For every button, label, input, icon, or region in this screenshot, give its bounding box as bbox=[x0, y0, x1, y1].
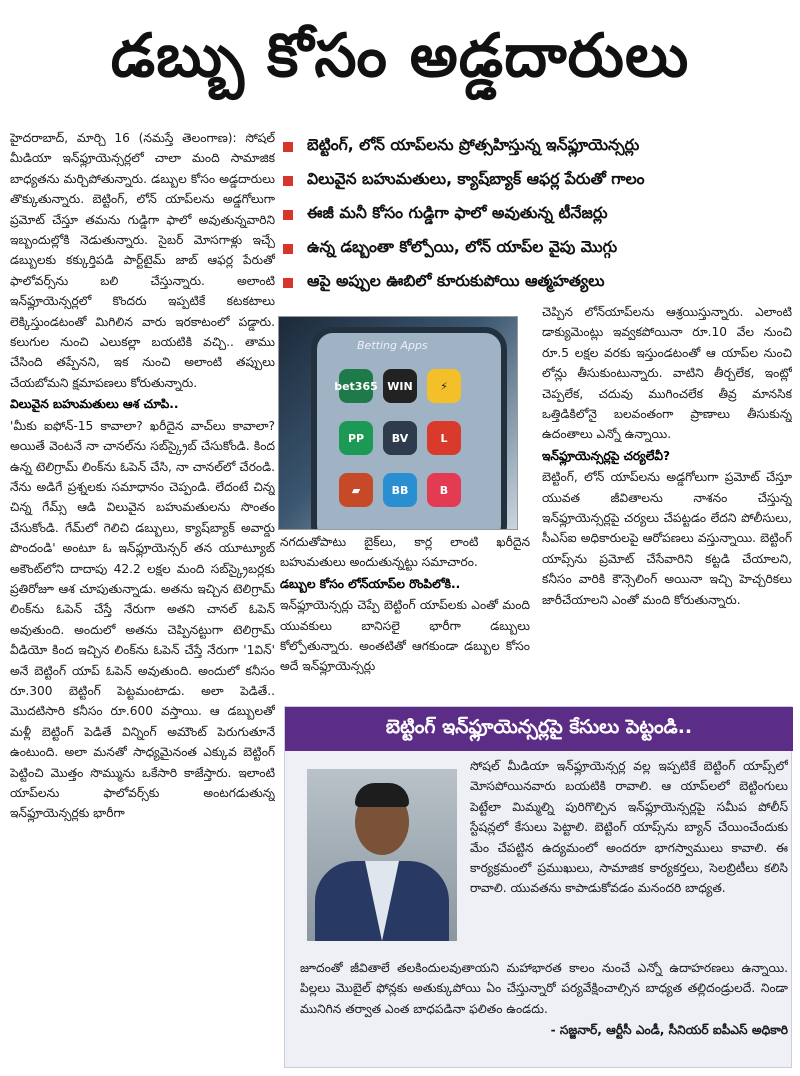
left-subhead-1: విలువైన బహుమతులు ఆశ చూపి.. bbox=[10, 397, 179, 412]
bullet-square-icon bbox=[283, 210, 293, 220]
right-subhead-1: ఇన్‌ఫ్లూయెన్సర్లపై చర్యలేవీ? bbox=[542, 448, 671, 463]
bullet-item bbox=[283, 164, 793, 198]
app-icon: L bbox=[427, 421, 461, 455]
left-paragraph-1: హైదరాబాద్, మార్చి 16 (నమస్తే తెలంగాణ): సోషల్ మీడియా ఇన్‌ఫ్లూయెన్సర్లలో చాలా మంది సామాజిక బాధ్యతను మర్చిపోతున్నారు. డబ్బుల కోసం అడ్డదారులు తొక్కుతున్నారు. బెట్టింగ్, లోన్ యాప్‌లను అడ్డగోలుగా ప్రమోట్ చేస్తూ తమను గుడ్డిగా ఫాలో అవుతున్నవారిని ఇబ్బందుల్లోకి నెడుతున్నారు. సైబర్ మోసగాళ్లు ఇచ్చే డబ్బులకు కక్కుర్తిపడి పార్ట్‌టైమ్ జాబ్ ఆఫర్ల పేరుతో ఫాలోవర్స్‌ను బలి చేస్తున్నారు. అలాంటి ఇన్‌ఫ్లూయెన్సర్లలో కొందరు ఇప్పటికే కటకటాలు లెక్కిస్తుండటంతో మిగిలిన వారు ఇరకాటంలో పడ్డారు. కలుగుల నుంచి ఎలుకల్లా బయటికి వచ్చి.. తాము చేసింది తప్పేనని, ఇక నుంచి అలాంటి తప్పులు చేయబోమని క్షమాపణలు కోరుతున్నారు. bbox=[10, 131, 275, 390]
quote-signature: - సజ్జనార్, ఆర్టీసీ ఎండీ, సీనియర్ ఐపీఎస్ అధికారి bbox=[550, 1023, 788, 1038]
mid-paragraph-1: నగదుతోపాటు బైక్‌లు, కార్ల లాంటి ఖరీదైన బహుమతులు అందుతున్నట్టు సమాచారం. bbox=[280, 535, 530, 570]
bullet-square-icon bbox=[283, 142, 293, 152]
bullet-item bbox=[283, 130, 793, 164]
app-icon: ▰ bbox=[339, 473, 373, 507]
middle-column bbox=[280, 532, 530, 690]
bullet-square-icon bbox=[283, 278, 293, 288]
left-column bbox=[10, 128, 275, 1068]
bullet-text: బెట్టింగ్, లోన్ యాప్‌లను ప్రోత్సహిస్తున్న ఇన్‌ఫ్లూయెన్సర్లు bbox=[307, 136, 640, 154]
quote-paragraph-2: జూదంతో జీవితాలే తలకిందులవుతాయని మహాభారత కాలం నుంచే ఎన్నో ఉదాహరణలు ఉన్నాయి. పిల్లలు మొబైల్ ఫోన్లకు అతుక్కుపోయి ఏం చేస్తున్నారో పర్యవేక్షించాల్సిన బాధ్యత తల్లిదండ్రులదే. నిండా మునిగిన తర్వాత ఎంత బాధపడినా ఫలితం ఉండదు. bbox=[300, 961, 788, 1016]
bullet-text: ఆపై అప్పుల ఊబిలో కూరుకుపోయి ఆత్మహత్యలు bbox=[307, 272, 605, 290]
right-paragraph-2: బెట్టింగ్, లోన్ యాప్‌లను అడ్డగోలుగా ప్రమోట్ చేస్తూ యువత జీవితాలను నాశనం చేస్తున్న ఇన్‌ఫ్లూయెన్సర్లపై చర్యలు చేపట్టడం లేదని పోలీసులు, సీఎస్‌ఐ అధికారులపై ఆరోపణలు వస్తున్నాయి. బెట్టింగ్ యాప్స్‌ను ప్రమోట్ చేసేవారిని కట్టడి చేయాలని, కనీసం వారికి కౌన్సెలింగ్ అయినా ఇచ్చి హెచ్చరికలు జారీచేయాలని ఎంతో మంది కోరుతున్నారు. bbox=[542, 470, 792, 607]
mid-paragraph-2: ఇన్‌ఫ్లూయెన్సర్లు చెప్పే బెట్టింగ్ యాప్‌లకు ఎంతో మంది యువకులు బానిసలై భారీగా డబ్బులు కోల్పోతున్నారు. అంతటితో ఆగకుండా డబ్బుల కోసం అదే ఇన్‌ఫ్లూయెన్సర్లు bbox=[280, 598, 530, 674]
app-icon: BB bbox=[383, 473, 417, 507]
phone-folder-label: Betting Apps bbox=[357, 339, 428, 352]
quote-box-text-wide bbox=[300, 958, 788, 1058]
bullet-item bbox=[283, 232, 793, 266]
bullet-text: ఉన్న డబ్బంతా కోల్పోయి, లోన్ యాప్‌ల వైపు మొగ్గు bbox=[307, 238, 618, 256]
highlight-bullets bbox=[283, 130, 793, 300]
left-paragraph-2: 'మీకు ఐఫోన్-15 కావాలా? ఖరీదైన వాచ్‌లు కావాలా? అయితే వెంటనే నా చానల్‌ను సబ్‌స్క్రైబ్ చేసుకోండి. కింద ఉన్న టెలిగ్రామ్ లింక్‌ను ఓపెన్ చేసి, నా చానల్‌లో చేరండి. నేను అడిగే ప్రశ్నలకు సమాధానం చెప్పండి. లేదంటే చిన్న చిన్న గేమ్స్ ఆడి విలువైన బహుమతులను సొంతం చేసుకోండి. గేమ్‌లో గెలిచి డబ్బులు, క్యాష్‌బ్యాక్ అవార్డు పొందండి' అంటూ ఓ ఇన్‌ఫ్లూయెన్సర్ తన యూట్యూబ్ అకౌంట్‌లోని దాదాపు 42.2 లక్షల మంది సబ్‌స్క్రైబర్లకు ప్రతిరోజూ ఆశ చూపుతున్నాడు. అతను ఇచ్చిన టెలిగ్రామ్ లింక్‌ను ఓపెన్ చేస్తే నేరుగా అతని చానల్ ఓపెన్ అవుతుంది. అందులో అతను చెప్పినట్టుగా టెలిగ్రామ్ వీడియో కింద ఇచ్చిన లింక్‌ను ఓపెన్ చేస్తే నేరుగా '1విన్' అనే బెట్టింగ్ యాప్ ఓపెన్ అవుతుంది. అందులో కనీసం రూ.300 బెట్టింగ్ పెట్టమంటాడు. అలా పెడితే.. మొదటిసారి కనీసం రూ.600 వస్తాయి. ఆ డబ్బులతో మళ్లీ బెట్టింగ్ పెడితే విన్నింగ్ అమౌంట్ పెరుగుతూనే ఉంటుంది. అలా మనతో సాధ్యమైనంత ఎక్కువ బెట్టింగ్ పెట్టించి మొత్తం సొమ్మును ఒకేసారి కాజేస్తారు. ఇలాంటి యాప్‌లను ఫాలోవర్స్‌కు అంటగడుతున్న ఇన్‌ఫ్లూయెన్సర్లకు భారీగా bbox=[10, 418, 275, 821]
bullet-square-icon bbox=[283, 176, 293, 186]
quote-paragraph-1: సోషల్ మీడియా ఇన్‌ఫ్లూయెన్సర్ల వల్ల ఇప్పటికే బెట్టింగ్ యాప్స్‌లో మోసపోయినవారు బయటికి రావాలి. ఆ యాప్‌లలో బెట్టింగులు పెట్టేలా మిమ్మల్ని పురిగొల్పిన ఇన్‌ఫ్లూయెన్సర్లపై సమీప పోలీస్ స్టేషన్లలో కేసులు పెట్టాలి. బెట్టింగ్ యాప్స్‌ను బ్యాన్ చేయించేందుకు మేం చేపట్టిన ఉద్యమంలో అందరూ భాగస్వాములు కావాలి. ఈ కార్యక్రమంలో ప్రముఖులు, సామాజిక కార్యకర్తలు, సెలబ్రిటీలు కలిసి రావాలి. యువతను కాపాడుకోవడం మనందరి బాధ్యత. bbox=[470, 759, 788, 896]
page-headline: డబ్బు కోసం అడ్డదారులు bbox=[110, 21, 690, 91]
app-icon: PP bbox=[339, 421, 373, 455]
bullet-item bbox=[283, 198, 793, 232]
right-paragraph-1: చెప్పిన లోన్‌యాప్‌లను ఆశ్రయిస్తున్నారు. ఎలాంటి డాక్యుమెంట్లు ఇవ్వకపోయినా రూ.10 వేల నుంచి రూ.5 లక్షల వరకు ఇస్తుండటంతో ఆ యాప్‌ల నుంచి లోన్లు తీసుకుంటున్నారు. వాటిని తీర్చలేక, ఇంట్లో చెప్పలేక, చదువు ముగించలేక తీవ్ర మానసిక ఒత్తిడికిలోనై బలవంతంగా ప్రాణాలు తీసుకున్న ఉదంతాలు ఎన్నో ఉన్నాయి. bbox=[542, 305, 792, 442]
bullet-text: విలువైన బహుమతులు, క్యాష్‌బ్యాక్ ఆఫర్ల పేరుతో గాలం bbox=[307, 170, 645, 188]
bullet-square-icon bbox=[283, 244, 293, 254]
official-portrait-photo bbox=[307, 769, 457, 941]
app-icon: BV bbox=[383, 421, 417, 455]
app-icon: bet365 bbox=[339, 369, 373, 403]
bullet-text: ఈజీ మనీ కోసం గుడ్డిగా ఫాలో అవుతున్న టీనేజర్లు bbox=[307, 204, 608, 222]
portrait-hair bbox=[355, 783, 409, 807]
betting-apps-photo bbox=[278, 316, 518, 530]
app-icon: WIN bbox=[383, 369, 417, 403]
app-icon: B bbox=[427, 473, 461, 507]
right-column bbox=[542, 302, 792, 690]
bullet-item bbox=[283, 266, 793, 300]
mid-subhead-1: డబ్బుల కోసం లోన్‌యాప్‌ల రొంపిలోకి.. bbox=[280, 576, 461, 591]
app-icon: ⚡ bbox=[427, 369, 461, 403]
quote-box-text bbox=[470, 756, 788, 956]
quote-box-title: బెట్టింగ్ ఇన్‌ఫ్లూయెన్సర్లపై కేసులు పెట్టండి.. bbox=[285, 707, 793, 751]
